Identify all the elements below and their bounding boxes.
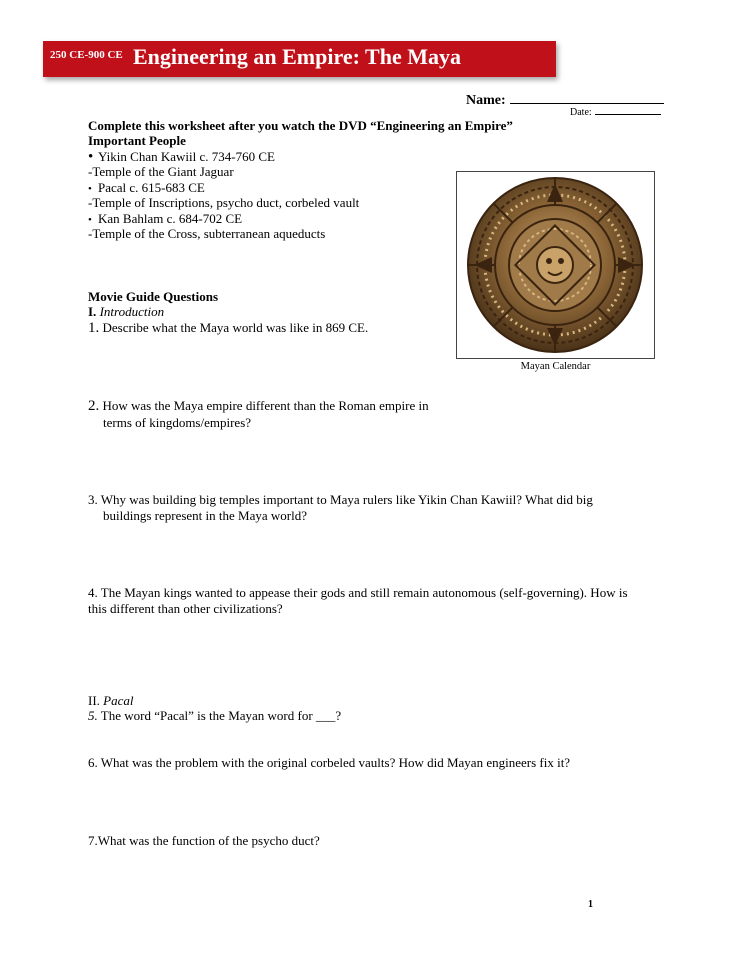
question-number: 3. (88, 492, 98, 507)
person-detail: -Temple of the Giant Jaguar (88, 164, 234, 179)
question-2 (88, 398, 429, 430)
question-6: 6. What was the problem with the original corbeled vaults? How did Mayan engineers fix it? (88, 755, 571, 770)
page-number: 1 (588, 899, 593, 910)
question-4 (88, 585, 628, 616)
guide-heading: Movie Guide Questions (88, 289, 219, 304)
section-pacal-heading (88, 693, 134, 709)
date-range: 250 CE-900 CE (50, 49, 123, 61)
date-label: Date: (570, 107, 592, 118)
person-name: Yikin Chan Kawiil c. 734-760 CE (98, 149, 275, 164)
date-blank[interactable] (595, 104, 661, 115)
section-intro-heading (88, 304, 164, 320)
title-banner (43, 41, 556, 77)
section-title: Pacal (103, 693, 134, 708)
section-numeral: I. (88, 304, 97, 319)
question-number: 5. (88, 708, 98, 723)
name-blank[interactable] (510, 89, 664, 104)
question-text: How was the Maya empire different than the Roman empire in (102, 398, 429, 413)
bullet: • (88, 149, 94, 165)
question-5 (88, 708, 341, 724)
date-field[interactable] (570, 104, 661, 118)
section-numeral: II. (88, 693, 100, 708)
page-title: Engineering an Empire: The Maya (133, 44, 461, 69)
bullet: • (88, 183, 92, 195)
bullet: • (88, 214, 92, 226)
question-text: Describe what the Maya world was like in 869 CE. (102, 320, 369, 335)
figure-caption: Mayan Calendar (520, 361, 591, 372)
question-text-cont: this different than other civilizations? (88, 600, 283, 616)
instruction: Complete this worksheet after you watch the DVD “Engineering an Empire” (88, 118, 513, 133)
person-name: Pacal c. 615-683 CE (98, 180, 205, 195)
question-number: 1. (88, 320, 100, 336)
question-text-cont: terms of kingdoms/empires? (103, 414, 252, 430)
person-detail: -Temple of Inscriptions, psycho duct, corbeled vault (88, 195, 360, 210)
people-heading: Important People (88, 133, 186, 148)
mayan-calendar-icon (457, 172, 654, 358)
question-text-cont: buildings represent in the Maya world? (103, 507, 307, 523)
question-3 (88, 492, 593, 523)
name-label: Name: (466, 93, 506, 108)
person-detail: -Temple of the Cross, subterranean aqueducts (88, 226, 326, 241)
question-number: 2. (88, 398, 100, 414)
question-text: The word “Pacal” is the Mayan word for ___? (100, 708, 342, 723)
section-title: Introduction (99, 304, 165, 319)
figure-frame (456, 171, 655, 359)
question-text: 4. The Mayan kings wanted to appease their gods and still remain autonomous (self-governing). How is (88, 585, 628, 600)
question-text: Why was building big temples important to Maya rulers like Yikin Chan Kawiil? What did big (100, 492, 593, 507)
question-7: 7.What was the function of the psycho duct? (88, 833, 320, 848)
question-1 (88, 320, 368, 337)
person-name: Kan Bahlam c. 684-702 CE (98, 211, 243, 226)
